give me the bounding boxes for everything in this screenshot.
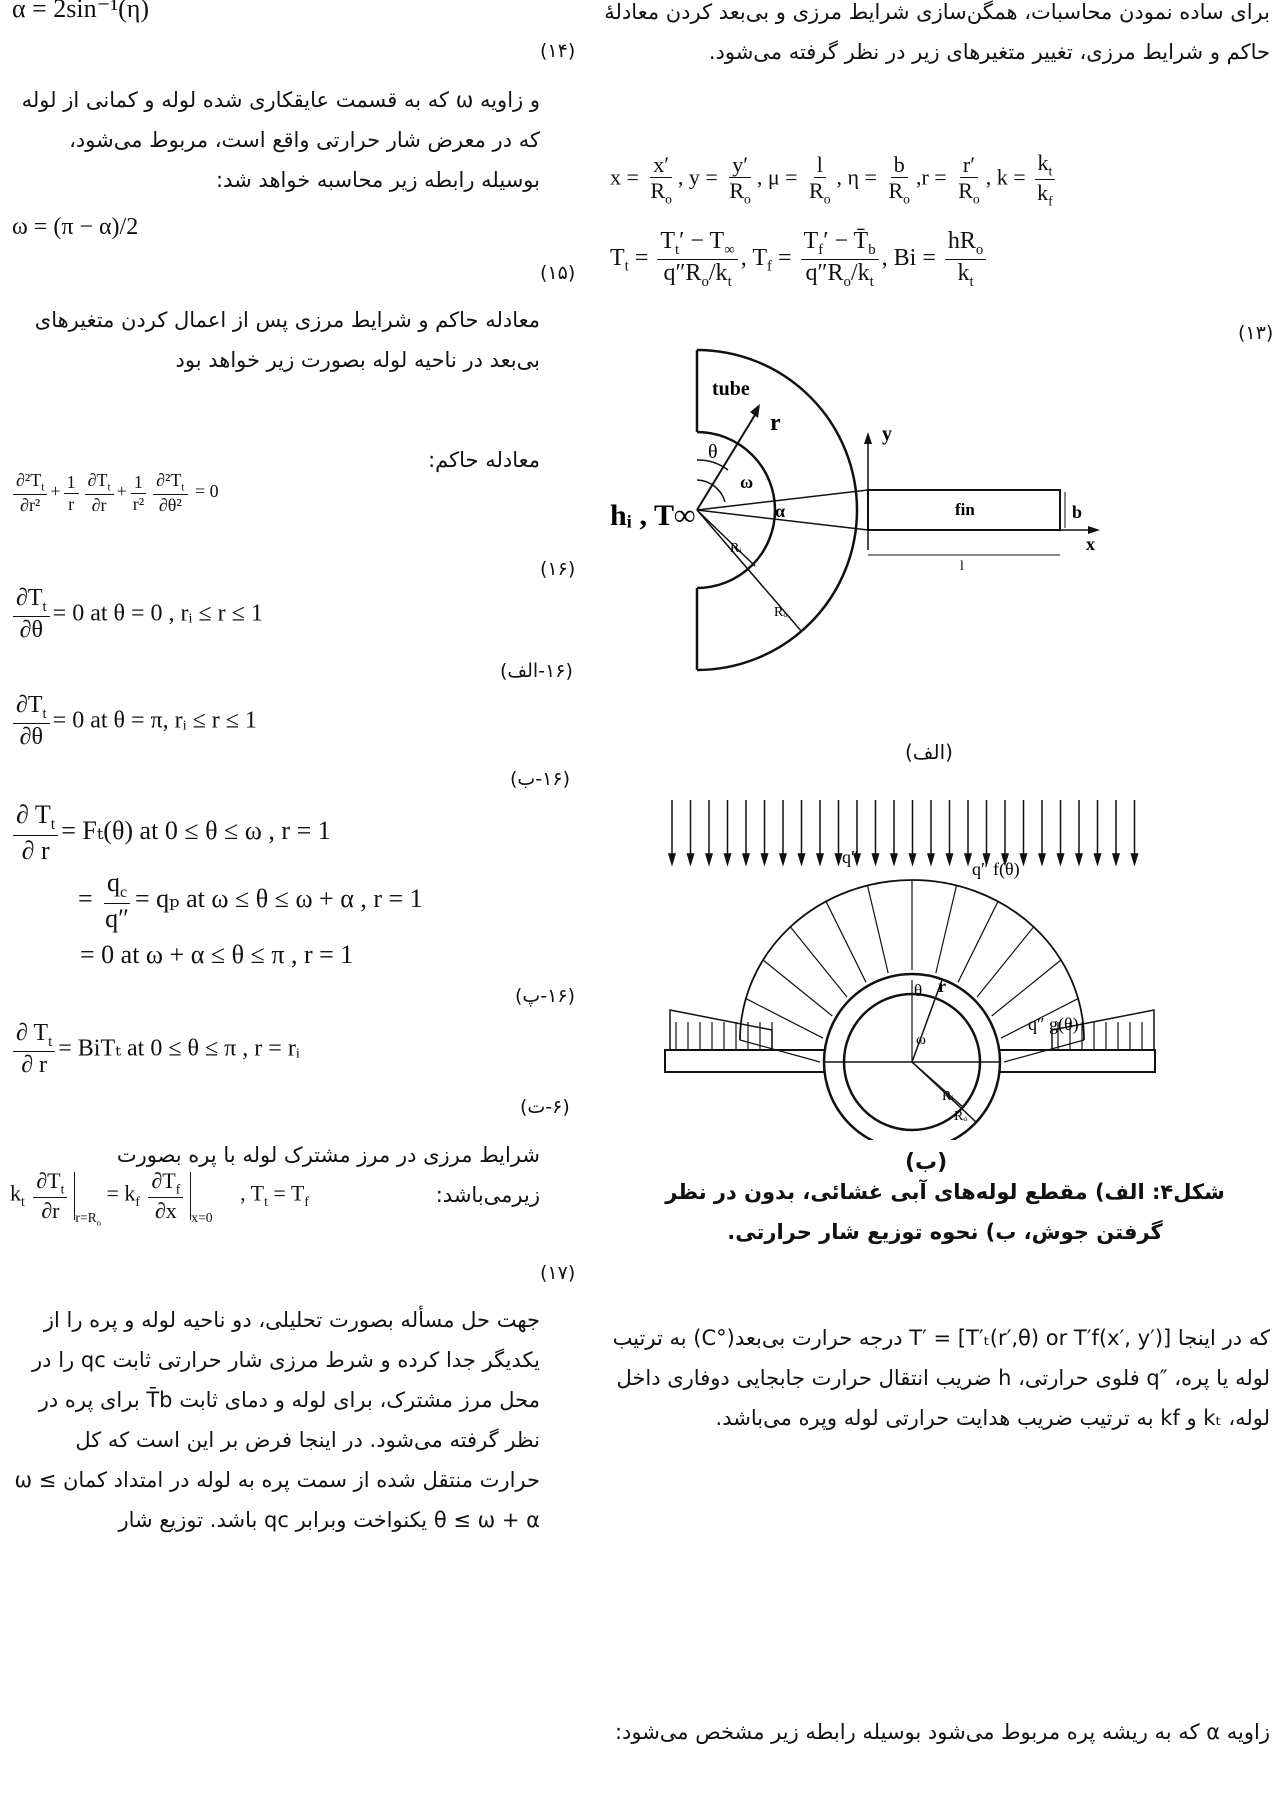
flux-arrowhead [669, 854, 675, 864]
eq-number-15: (۱۵) [540, 262, 576, 284]
l-label: l [960, 559, 964, 574]
omega-label-b: ω [916, 1032, 926, 1048]
flux-arrowhead [965, 854, 971, 864]
ri-label-b: Rᵢ [942, 1089, 954, 1104]
tube-label: tube [712, 378, 750, 400]
paragraph-definitions: که در اینجا T′ = [T′ₜ(r′,θ) or T′f(x′, y′)] درجه حرارت بی‌بعد(°C) به ترتیب لوله یا پره، ″q فلوی حرارتی، h ضریب انتقال حرارت جابجایی دوفاری داخل لوله، kₜ و kf به ترتیب ضریب هدایت حرارتی لوله وپره می‌باشد. [612, 1326, 1270, 1430]
flux-arrowhead [1132, 854, 1138, 864]
flux-arrowhead [799, 854, 805, 864]
flux-arrowhead [1039, 854, 1045, 864]
radial-flux-arrow [763, 960, 832, 1016]
flux-arrowhead [1021, 854, 1027, 864]
omega-label: ω [740, 472, 754, 492]
flux-arrowhead [910, 854, 916, 864]
bc-16b: $\frac{\partial T_t}{\partial\theta}$ = 0 at θ = π, rᵢ ≤ r ≤ 1 [10, 692, 257, 751]
flux-arrowhead [743, 854, 749, 864]
figure-heat-flux-distribution [660, 800, 1160, 1140]
nondim-variables-line1: x = $\frac{x'}{R_o}$ , y = $\frac{y'}{R_o}$ , μ = $\frac{l}{R_o}$ , η = $\frac{b}{R_o}$ ,r = $\frac{r'}{R_o}$ , k = $\frac{k_t}{k_f}$ [610, 150, 1059, 209]
eq-number-17: (۱۷) [540, 1262, 576, 1284]
radial-flux-arrow [977, 927, 1034, 997]
bc-16p-line3: = 0 at ω + α ≤ θ ≤ π , r = 1 [80, 940, 354, 969]
eq-number-16: (۱۶) [540, 558, 576, 580]
interface-equation: $k_t$ $\frac{\partial T_t}{\partial r}$ $_{r=R_o} = k_f$ $\frac{\partial T_f}{\partial x}$ $_{x=0}$ , $T_t = T_f$ [10, 1168, 309, 1228]
flux-arrowhead [1058, 854, 1064, 864]
paragraph-solution: جهت حل مسأله بصورت تحلیلی، دو ناحیه لوله و پره را از یکدیگر جدا کرده و شرط مرزی شار حرارتی ثابت qc را در محل مرز مشترک، برای لوله و دمای ثابت T̄b برای پره در نظر گرفته می‌شود. در اینجا فرض بر این است که کل حرارت منتقل شده از سمت پره به لوله در امتداد کمان ω ≤ θ ≤ ω + α یکنواخت وبرابر qc باشد. توزیع شار [14, 1308, 540, 1532]
ri-vector [697, 510, 755, 566]
eq-number-16p: (۱۶-پ) [515, 985, 575, 1007]
bc-16b-text: = 0 at θ = π, rᵢ ≤ r ≤ 1 [52, 707, 257, 734]
flux-arrowhead [725, 854, 731, 864]
flux-arrowhead [891, 854, 897, 864]
ri-label: Rᵢ [730, 541, 742, 556]
paragraph-omega: و زاویه ω که به قسمت عایقکاری شده لوله و کمانی از لوله که در معرض شار حرارتی واقع است، مربوط می‌شود، بوسیله رابطه زیر محاسبه خواهد شد: [21, 88, 540, 192]
bc-16p-line2: = $\frac{q_c}{q''}$ = qₚ at ω ≤ θ ≤ ω + α , r = 1 [78, 868, 423, 933]
eq-number-6t: (۶-ت) [520, 1096, 570, 1118]
fin-label: fin [955, 500, 975, 519]
flux-arrowhead [817, 854, 823, 864]
radial-flux-arrow [826, 901, 866, 982]
r-label: r [770, 410, 781, 436]
hi-tinf-label: hᵢ , T∞ [610, 499, 696, 532]
flux-arrowhead [1095, 854, 1101, 864]
eq-number-14: (۱۴) [540, 40, 576, 62]
figure-b-label: (ب) [905, 1150, 948, 1175]
governing-label: معادله حاکم: [428, 448, 540, 472]
y-label: y [882, 423, 892, 445]
paragraph-intro: برای ساده نمودن محاسبات، همگن‌سازی شرایط مرزی و بی‌بعد کردن معادلهٔ حاکم و شرایط مرزی، تغییر متغیرهای زیر در نظر گرفته می‌شود. [604, 0, 1270, 64]
governing-equation: $\frac{\partial^2T_t}{\text{∂r²}}$ + $\frac{1}{r}$ $\frac{\partial T_t}{\partial r}$ + $\frac{1}{\text{r²}}$ $\frac{\partial^2T_t}{\text{∂θ²}}$ = 0 [10, 470, 219, 516]
qg-label: q″ g(θ) [1028, 1014, 1079, 1034]
flux-arrowhead [780, 854, 786, 864]
flux-arrowhead [836, 854, 842, 864]
flux-arrowhead [1076, 854, 1082, 864]
flux-arrowhead [706, 854, 712, 864]
eq-number-16b: (۱۶-ب) [510, 768, 570, 790]
omega-arc [697, 480, 725, 502]
nondim-variables-line2: $T_t$ = $\frac{T_t' - T_\infty}{q''R_o/k_t}$ , $T_f$ = $\frac{T_f' - T̄_b}{q''R_o/k_t}$ , Bi = $\frac{hR_o}{k_t}$ [610, 228, 989, 291]
figure-a-label: (الف) [905, 740, 953, 764]
figure-tube-fin-cross-section [610, 340, 1270, 730]
bc-16p-line1: $\frac{\partial T_t}{\partial r}$ = Fₜ(θ) at 0 ≤ θ ≤ ω , r = 1 [10, 800, 331, 866]
omega-equation: ω = (π − α)/2 [12, 214, 139, 240]
uniform-flux-arrows [669, 800, 1138, 864]
bc-16p-line2-text: = qₚ at ω ≤ θ ≤ ω + α , r = 1 [135, 883, 423, 913]
y-arrow [864, 432, 872, 444]
flux-arrowhead [928, 854, 934, 864]
radial-flux-arrow [746, 999, 823, 1039]
theta-label-b: θ [914, 981, 923, 1000]
x-arrow [1088, 526, 1100, 534]
paragraph-alpha: زاویه α که به ریشه پره مربوط می‌شود بوسیله رابطه زیر مشخص می‌شود: [614, 1720, 1270, 1744]
qf-label: q″ f(θ) [972, 859, 1020, 879]
bc-6t-text: = BiTₜ at 0 ≤ θ ≤ π , r = rᵢ [58, 1035, 300, 1062]
b-label: b [1072, 502, 1083, 522]
radial-flux-arrow [992, 960, 1061, 1016]
flux-arrowhead [1113, 854, 1119, 864]
flux-arrowhead [873, 854, 879, 864]
alpha-label: α [775, 501, 786, 521]
r-label-b: r [938, 976, 946, 996]
alpha-equation: α = 2sin⁻¹(η) [12, 0, 150, 23]
q-label: q″ [842, 847, 859, 867]
flux-arrowhead [688, 854, 694, 864]
ro-label: Rₒ [774, 605, 788, 620]
eq-number-13: (۱۳) [1238, 322, 1274, 344]
bc-16a-text: = 0 at θ = 0 , rᵢ ≤ r ≤ 1 [52, 600, 263, 627]
x-label: x [1086, 534, 1095, 554]
figure-caption-line1: شکل۴: الف) مقطع لوله‌های آبی غشائی، بدون در نظر [665, 1180, 1225, 1204]
radial-flux-arrow [790, 927, 847, 997]
bc-16p-line1-text: = Fₜ(θ) at 0 ≤ θ ≤ ω , r = 1 [61, 815, 331, 845]
radial-flux-arrow [867, 885, 888, 973]
paragraph-interface: شرایط مرزی در مرز مشترک لوله با پره بصورت زیرمی‌باشد: [116, 1143, 540, 1207]
radial-flux-arrow [958, 901, 998, 982]
radial-flux-arrow [936, 885, 957, 973]
paragraph-governing: معادله حاکم و شرایط مرزی پس از اعمال کردن متغیرهای بی‌بعد در ناحیه لوله بصورت زیر خواهد بود [34, 308, 540, 372]
theta-label: θ [708, 441, 718, 463]
bc-6t: $\frac{\partial T_t}{\partial r}$ = BiTₜ at 0 ≤ θ ≤ π , r = rᵢ [10, 1020, 300, 1079]
figure-caption-line2: گرفتن جوش، ب) نحوه توزیع شار حرارتی. [727, 1220, 1163, 1244]
flux-arrowhead [947, 854, 953, 864]
ro-label-b: Rₒ [954, 1109, 968, 1124]
flux-arrowhead [762, 854, 768, 864]
bc-16a: $\frac{\partial T_t}{\partial\theta}$ = 0 at θ = 0 , rᵢ ≤ r ≤ 1 [10, 585, 263, 644]
eq-number-16a: (۱۶-الف) [500, 660, 573, 682]
